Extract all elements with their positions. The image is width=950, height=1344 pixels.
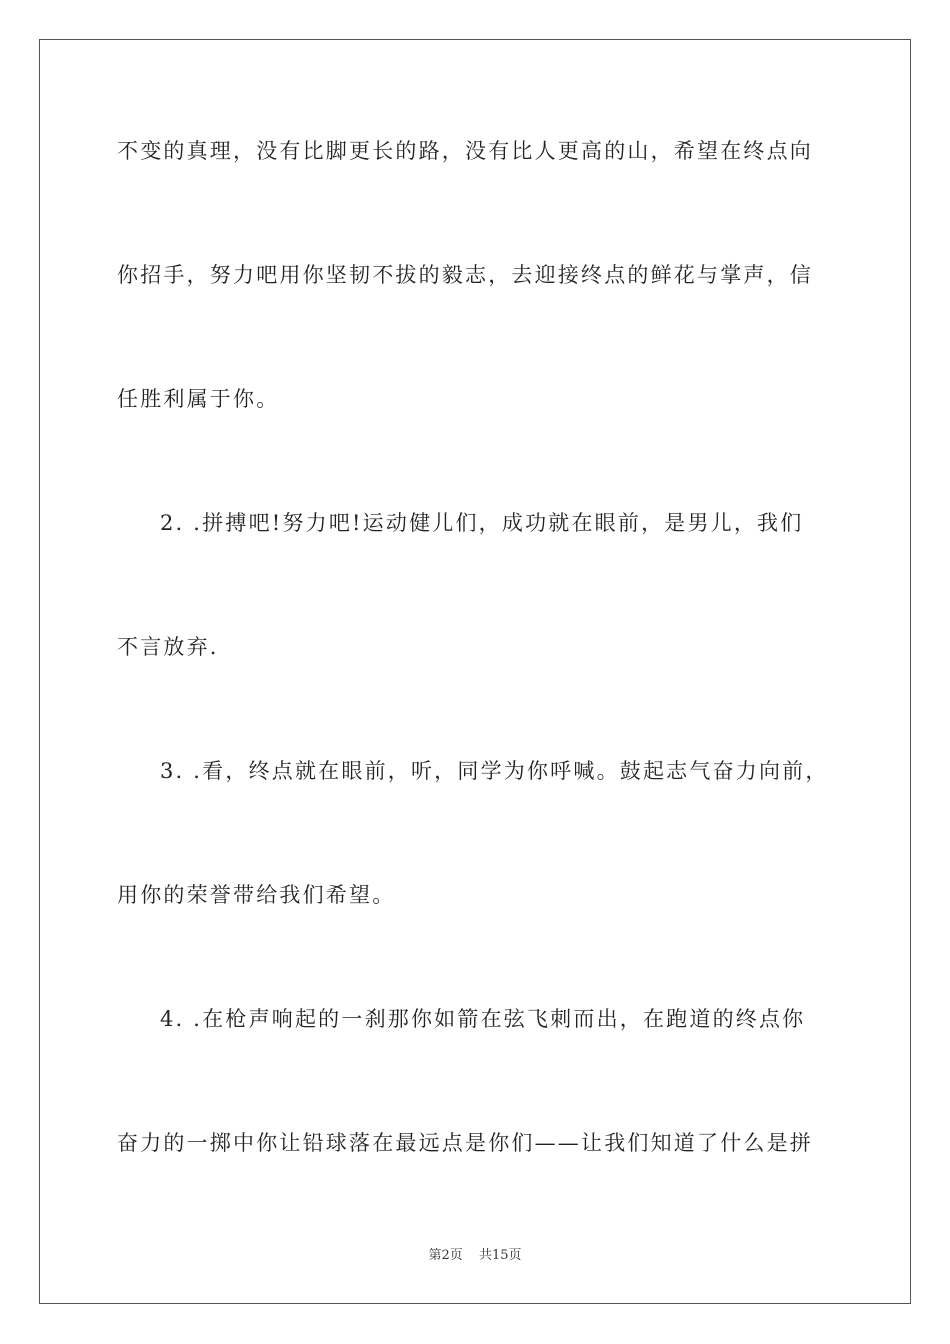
list-item-3: 3. .看，终点就在眼前，听，同学为你呼喊。鼓起志气奋力向前， <box>160 759 829 783</box>
list-item-2: 2. .拼搏吧!努力吧!运动健儿们，成功就在眼前，是男儿，我们 <box>160 511 804 535</box>
text-line: 任胜利属于你。 <box>117 387 280 411</box>
text-line: 奋力的一掷中你让铅球落在最远点是你们——让我们知道了什么是拼 <box>117 1131 813 1155</box>
total-pages: 共15页 <box>478 1248 522 1263</box>
text-line: 你招手，努力吧用你坚韧不拔的毅志，去迎接终点的鲜花与掌声，信 <box>117 263 813 287</box>
text-line: 不变的真理，没有比脚更长的路，没有比人更高的山，希望在终点向 <box>117 139 813 163</box>
page-footer <box>0 1244 950 1263</box>
text-line: 不言放弃. <box>117 635 219 659</box>
text-line: 用你的荣誉带给我们希望。 <box>117 883 396 907</box>
page-frame <box>39 39 911 1304</box>
list-item-4: 4. .在枪声响起的一刹那你如箭在弦飞刺而出，在跑道的终点你 <box>160 1007 806 1031</box>
page-number: 第2页 <box>428 1248 463 1263</box>
